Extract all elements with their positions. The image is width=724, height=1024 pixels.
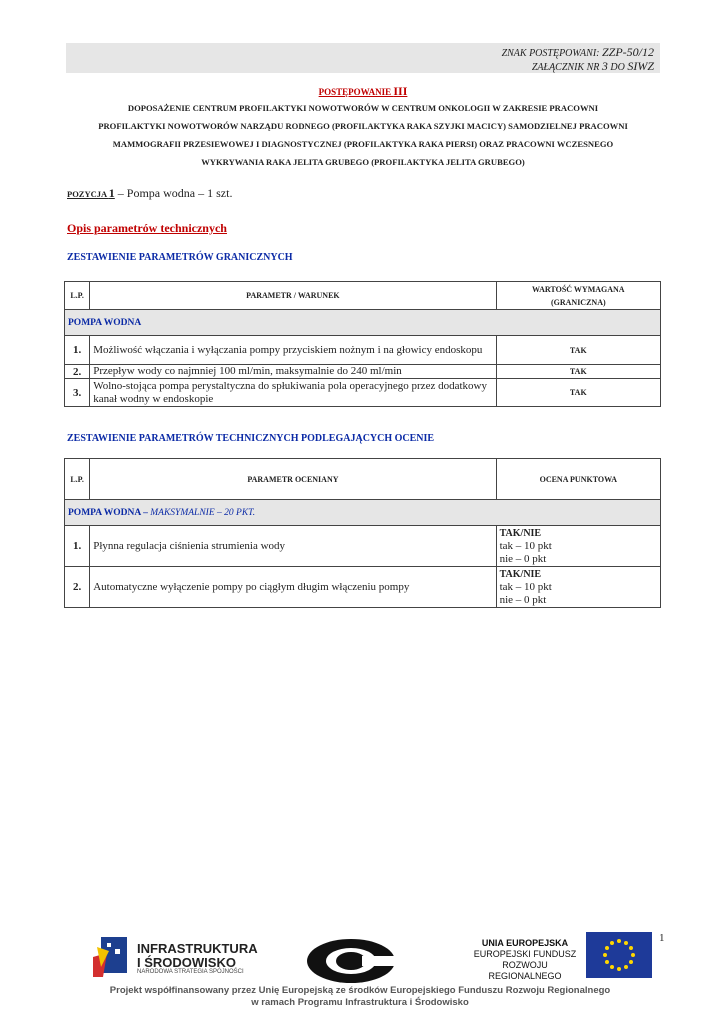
group-label: [65, 500, 661, 526]
title-line: MAMMOGRAFII PRZESIEWOWEJ I DIAGNOSTYCZNEJ (PROFILAKTYKA RAKA PIERSI) ORAZ PRACOWNI WCZESNEGO: [112, 139, 614, 149]
group-max: MAKSYMALNIE: [150, 507, 215, 518]
attachment-mid: DO: [607, 62, 628, 73]
limit-params-table: [64, 281, 661, 407]
score-yes: tak – 10 pkt: [499, 580, 552, 593]
score-yes: tak – 10 pkt: [499, 539, 552, 552]
infrastruktura-line2: I ŚRODOWISKO: [137, 955, 236, 970]
row-score: [496, 567, 660, 608]
eu-logo-text: [466, 938, 584, 982]
table-row: [65, 567, 661, 608]
score-options: TAK/NIE: [499, 568, 542, 580]
infrastruktura-logo-subtitle: NARODOWA STRATEGIA SPÓJNOŚCI: [137, 969, 244, 975]
row-parameter: Wolno-stojąca pompa perystaltyczna do spłukiwania pola operacyjnego przez dodatkowy kanał wodny w endoskopie: [90, 379, 496, 407]
attachment-number: 3: [601, 59, 608, 73]
header-parameter: PARAMETR OCENIANY: [90, 459, 496, 500]
reference-value: ZZP-50/12: [601, 45, 654, 59]
attachment-text: ZAŁĄCZNIK NR: [531, 62, 602, 73]
group-row: [65, 500, 661, 526]
table-row: [65, 379, 661, 407]
procedure-label: POSTĘPOWANIE: [318, 87, 394, 97]
reference-number: [502, 45, 654, 60]
header-score: OCENA PUNKTOWA: [496, 459, 660, 500]
row-value: TAK: [496, 365, 660, 379]
infrastruktura-logo-icon: [93, 937, 133, 977]
title-line: PROFILAKTYKI NOWOTWORÓW NARZĄDU RODNEGO (PROFILAKTYKA RAKA SZYJKI MACICY) SAMODZIELNEJ PRACOWNI: [98, 121, 628, 131]
group-main: POMPA WODNA –: [68, 507, 151, 518]
header-lp: L.P.: [65, 282, 90, 310]
eu-line1: UNIA EUROPEJSKA: [481, 938, 569, 948]
table-row: [65, 336, 661, 365]
row-number: 1.: [65, 526, 90, 567]
position-label: POZYCJA: [67, 189, 109, 199]
row-parameter: Płynna regulacja ciśnienia strumienia wody: [90, 526, 496, 567]
position-number: 1: [108, 186, 115, 200]
position-key: [67, 186, 115, 200]
row-parameter: Możliwość włączania i wyłączania pompy przyciskiem nożnym i na głowicy endoskopu: [90, 336, 496, 365]
group-label: POMPA WODNA: [65, 310, 661, 336]
group-points: – 20 PKT.: [214, 507, 256, 518]
table-row: [65, 526, 661, 567]
infrastruktura-line1: INFRASTRUKTURA: [137, 941, 258, 956]
score-options: TAK/NIE: [499, 527, 542, 539]
row-value: TAK: [496, 379, 660, 407]
title-line: WYKRYWANIA RAKA JELITA GRUBEGO (PROFILAKTYKA JELITA GRUBEGO): [201, 157, 525, 167]
row-number: 3.: [65, 379, 90, 407]
header-lp: L.P.: [65, 459, 90, 500]
header-bar: [66, 43, 660, 73]
oncology-center-logo-icon: [307, 938, 397, 984]
row-parameter: Przepływ wody co najmniej 100 ml/min, maksymalnie do 240 ml/min: [90, 365, 496, 379]
footer-line2: w ramach Programu Infrastruktura i Środowisko: [251, 997, 469, 1008]
document-title: [66, 99, 660, 171]
eu-line2: EUROPEJSKI FUNDUSZ: [473, 949, 577, 959]
group-row: [65, 310, 661, 336]
table-header-row: [65, 282, 661, 310]
row-value: TAK: [496, 336, 660, 365]
position-line: [67, 186, 232, 201]
section-scored-params-title: ZESTAWIENIE PARAMETRÓW TECHNICZNYCH PODLEGAJĄCYCH OCENIE: [67, 433, 435, 444]
row-parameter: Automatyczne wyłączenie pompy po ciągłym długim włączeniu pompy: [90, 567, 496, 608]
footer-line1: Projekt współfinansowany przez Unię Europejską ze środków Europejskiego Funduszu Rozwoju Regionalnego: [109, 985, 611, 996]
row-score: [496, 526, 660, 567]
header-parameter: PARAMETR / WARUNEK: [90, 282, 496, 310]
table-header-row: [65, 459, 661, 500]
header-required-value-line2: (GRANICZNA): [550, 297, 606, 307]
eu-flag-icon: [586, 932, 652, 978]
score-no: nie – 0 pkt: [499, 593, 547, 606]
row-number: 2.: [65, 365, 90, 379]
title-line: DOPOSAŻENIE CENTRUM PROFILAKTYKI NOWOTWORÓW W CENTRUM ONKOLOGII W ZAKRESIE PRACOWNI: [127, 103, 599, 113]
row-number: 1.: [65, 336, 90, 365]
table-row: [65, 365, 661, 379]
procedure-number: III: [393, 84, 408, 98]
infrastruktura-logo-text: [137, 942, 258, 970]
section-limit-params-title: ZESTAWIENIE PARAMETRÓW GRANICZNYCH: [67, 252, 293, 263]
procedure-title: [66, 84, 660, 99]
technical-description-heading: Opis parametrów technicznych: [67, 221, 227, 235]
footer-note: [60, 985, 660, 1009]
eu-line3: ROZWOJU REGIONALNEGO: [488, 960, 562, 981]
header-required-value-line1: WARTOŚĆ WYMAGANA: [532, 284, 625, 294]
page-number: 1: [659, 932, 665, 944]
header-required-value: [496, 282, 660, 310]
row-number: 2.: [65, 567, 90, 608]
score-no: nie – 0 pkt: [499, 552, 547, 565]
attachment-doc: SIWZ: [627, 59, 654, 73]
scored-params-table: [64, 458, 661, 608]
position-text: – Pompa wodna – 1 szt.: [114, 186, 233, 200]
attachment-label: [532, 59, 654, 74]
reference-label: ZNAK POSTĘPOWANI:: [501, 48, 602, 59]
